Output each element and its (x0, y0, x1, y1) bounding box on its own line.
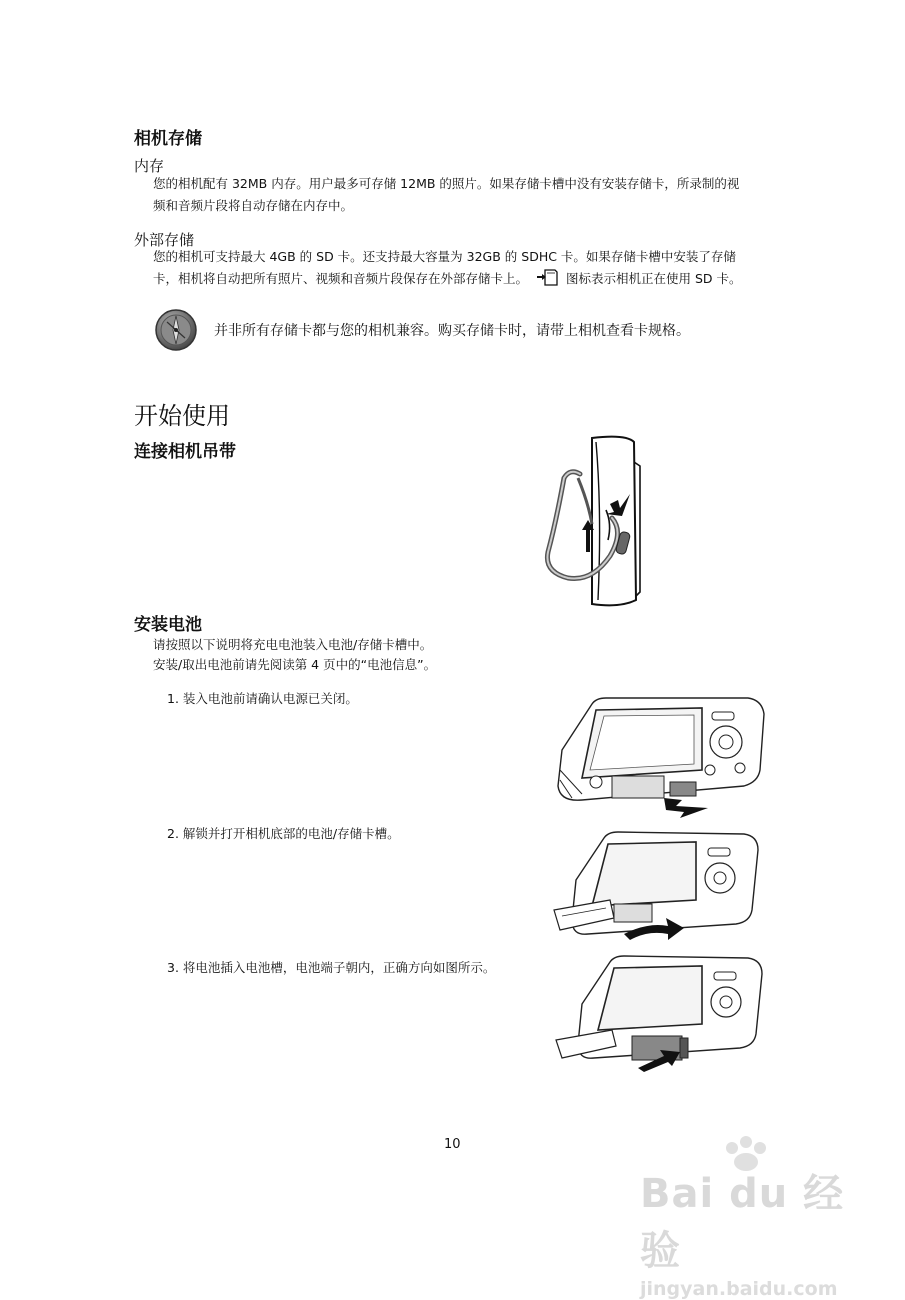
battery-step-2: 2. 解锁并打开相机底部的电池/存储卡槽。 (167, 826, 400, 841)
strap-illustration (540, 432, 650, 612)
watermark-brand: Bai du 经验 (640, 1171, 845, 1274)
text-line: 请按照以下说明将充电电池装入电池/存储卡槽中。 (153, 637, 433, 652)
page-number: 10 (444, 1137, 461, 1152)
heading-install-battery: 安装电池 (134, 615, 202, 635)
battery-intro (153, 635, 436, 675)
heading-internal-memory: 内存 (134, 157, 165, 175)
text-line: 您的相机可支持最大 4GB 的 SD 卡。还支持最大容量为 32GB 的 SDHC 卡。如果存储卡槽中安装了存储 (153, 249, 736, 264)
camera-illustration-insert-battery (552, 956, 768, 1074)
compass-icon (154, 308, 198, 352)
heading-external-storage: 外部存储 (134, 231, 195, 249)
internal-memory-text (153, 173, 793, 217)
camera-illustration-power-off (552, 690, 768, 820)
camera-illustration-open-slot (548, 830, 764, 942)
text-line: 安装/取出电池前请先阅读第 4 页中的“电池信息”。 (153, 657, 437, 672)
watermark-url: jingyan.baidu.com (640, 1278, 838, 1300)
heading-attach-strap: 连接相机吊带 (134, 442, 236, 462)
battery-step-3: 3. 将电池插入电池槽，电池端子朝内，正确方向如图所示。 (167, 960, 496, 975)
battery-step-1: 1. 装入电池前请确认电源已关闭。 (167, 691, 358, 706)
section-title-camera-storage: 相机存储 (134, 129, 202, 149)
text-fragment: 卡，相机将自动把所有照片、视频和音频片段保存在外部存储卡上。 (153, 271, 529, 286)
external-storage-text (153, 246, 793, 290)
text-fragment: 图标表示相机正在使用 SD 卡。 (565, 271, 742, 286)
section-title-getting-started: 开始使用 (134, 402, 230, 430)
text-line: 您的相机配有 32MB 内存。用户最多可存储 12MB 的照片。如果存储卡槽中没有安装存储卡，所录制的视 (153, 176, 740, 191)
compatibility-note: 并非所有存储卡都与您的相机兼容。购买存储卡时，请带上相机查看卡规格。 (214, 323, 690, 339)
baidu-watermark (640, 1148, 870, 1300)
text-line: 频和音频片段将自动存储在内存中。 (153, 198, 354, 213)
sd-card-icon (536, 268, 558, 286)
text-line (153, 268, 793, 290)
